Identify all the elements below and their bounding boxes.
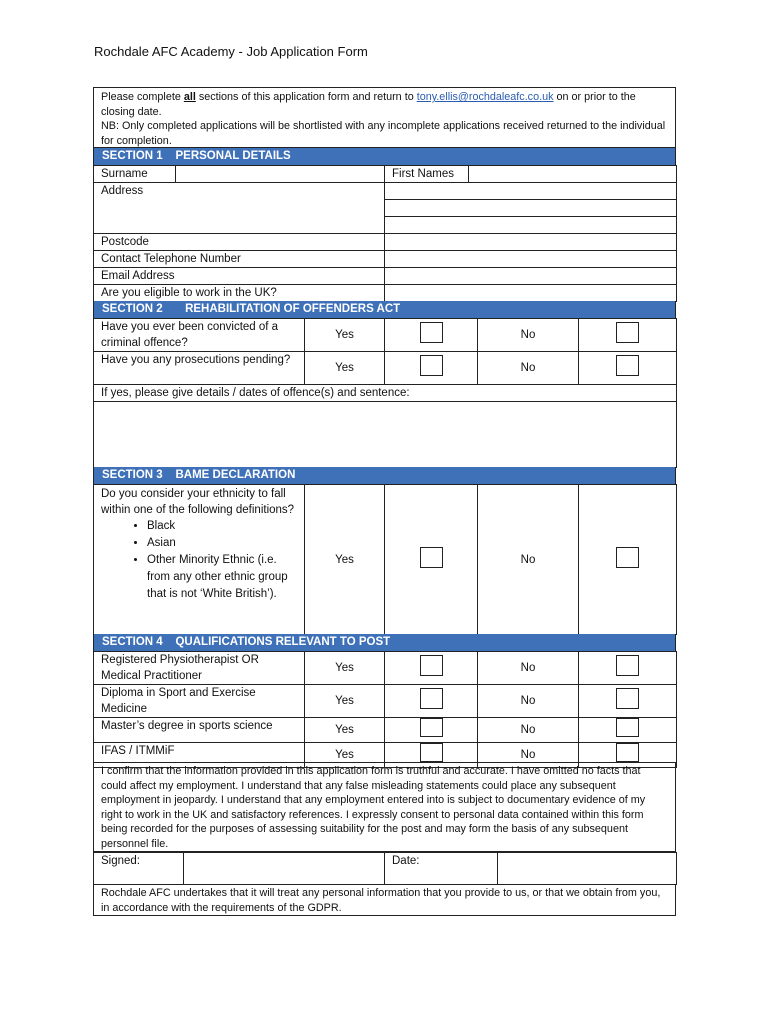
no-label: No (478, 685, 579, 718)
qualifications-table (93, 651, 677, 768)
masters-question: Master’s degree in sports science (94, 718, 305, 743)
diploma-question: Diploma in Sport and Exercise Medicine (94, 685, 305, 718)
no-label: No (478, 352, 579, 385)
ifas-yes-checkbox[interactable] (420, 743, 443, 762)
yes-label: Yes (305, 352, 385, 385)
bame-no-checkbox[interactable] (616, 547, 639, 568)
no-label: No (478, 718, 579, 743)
prosecutions-no-checkbox[interactable] (616, 355, 639, 376)
address-line-3-field[interactable] (385, 217, 677, 234)
uk-eligibility-field[interactable] (385, 285, 677, 302)
physio-yes-checkbox[interactable] (420, 655, 443, 676)
list-item: • Other Minority Ethnic (i.e. from any other ethnic group that is not ‘White British’). (147, 552, 297, 603)
no-label: No (478, 319, 579, 352)
offence-details-field[interactable] (94, 402, 677, 468)
physio-question: Registered Physiotherapist OR Medical Practitioner (94, 652, 305, 685)
telephone-field[interactable] (385, 251, 677, 268)
nb-note: NB: Only completed applications will be shortlisted with any incomplete applications received returned to the individual for completion. (101, 120, 666, 147)
section3-header: SECTION 3 BAME DECLARATION (93, 467, 676, 484)
postcode-field[interactable] (385, 234, 677, 251)
diploma-no-checkbox[interactable] (616, 688, 639, 709)
masters-yes-checkbox[interactable] (420, 718, 443, 737)
bame-yes-checkbox[interactable] (420, 547, 443, 568)
yes-label: Yes (305, 485, 385, 635)
signature-table (93, 852, 677, 885)
section2-header: SECTION 2 REHABILITATION OF OFFENDERS ACT (93, 301, 676, 318)
uk-eligibility-label: Are you eligible to work in the UK? (94, 285, 385, 302)
physio-no-checkbox[interactable] (616, 655, 639, 676)
contact-email-link[interactable]: tony.ellis@rochdaleafc.co.uk (416, 91, 554, 103)
section1-header: SECTION 1 PERSONAL DETAILS (93, 148, 676, 165)
yes-label: Yes (305, 718, 385, 743)
address-line-1-field[interactable] (385, 183, 677, 200)
yes-label: Yes (305, 319, 385, 352)
yes-label: Yes (305, 685, 385, 718)
list-item: • Black (147, 518, 297, 535)
postcode-label: Postcode (94, 234, 385, 251)
surname-field[interactable] (176, 166, 385, 183)
ethnicity-list (101, 518, 297, 603)
signed-label: Signed: (94, 853, 184, 885)
first-names-field[interactable] (469, 166, 677, 183)
declaration-text: I confirm that the information provided in this application form is truthful and accurate. I have omitted no facts that could affect my employment. I understand that any false misleading statements could place any subsequent employment in jeopardy. I understand that any employment entered into is subject to documentary evidence of my right to work in the UK and satisfactory references. I expressly consent to personal data contained within this form being recorded for the purposes of assessing suitability for the post and may form the basis of any subsequent personnel file. (93, 762, 676, 852)
personal-details-table (93, 165, 677, 302)
surname-label: Surname (94, 166, 176, 183)
bame-question: Do you consider your ethnicity to fall within one of the following definitions? (101, 488, 295, 516)
list-item: • Asian (147, 535, 297, 552)
masters-no-checkbox[interactable] (616, 718, 639, 737)
email-label: Email Address (94, 268, 385, 285)
no-label: No (478, 485, 579, 635)
address-label: Address (94, 183, 385, 234)
prosecutions-question: Have you any prosecutions pending? (94, 352, 305, 385)
date-field[interactable] (498, 853, 677, 885)
email-field[interactable] (385, 268, 677, 285)
convicted-question: Have you ever been convicted of a criminal offence? (94, 319, 305, 352)
all-emphasis: all (183, 91, 196, 103)
date-label: Date: (385, 853, 498, 885)
address-line-2-field[interactable] (385, 200, 677, 217)
prosecutions-yes-checkbox[interactable] (420, 355, 443, 376)
gdpr-statement: Rochdale AFC undertakes that it will treat any personal information that you provide to us, or that we obtain from you, in accordance with the requirements of the GDPR. (93, 884, 676, 916)
offenders-table (93, 318, 677, 468)
diploma-yes-checkbox[interactable] (420, 688, 443, 709)
instructions: Please complete all sections of this application form and return to tony.ellis@rochdaleafc.co.uk on or prior to the closing date. NB: Only completed applications will be shortlisted with any incomplete applications received returned to the individual for completion. (93, 87, 676, 148)
no-label: No (478, 652, 579, 685)
convicted-yes-checkbox[interactable] (420, 322, 443, 343)
ifas-no-checkbox[interactable] (616, 743, 639, 762)
yes-label: Yes (305, 743, 385, 768)
ifas-question: IFAS / ITMMiF (94, 743, 305, 768)
no-label: No (478, 743, 579, 768)
bame-table (93, 484, 677, 635)
convicted-no-checkbox[interactable] (616, 322, 639, 343)
section4-header: SECTION 4 QUALIFICATIONS RELEVANT TO POST (93, 634, 676, 651)
page-title: Rochdale AFC Academy - Job Application Form (94, 44, 368, 59)
offence-details-label: If yes, please give details / dates of offence(s) and sentence: (94, 385, 677, 402)
telephone-label: Contact Telephone Number (94, 251, 385, 268)
signature-field[interactable] (184, 853, 385, 885)
first-names-label: First Names (385, 166, 469, 183)
yes-label: Yes (305, 652, 385, 685)
